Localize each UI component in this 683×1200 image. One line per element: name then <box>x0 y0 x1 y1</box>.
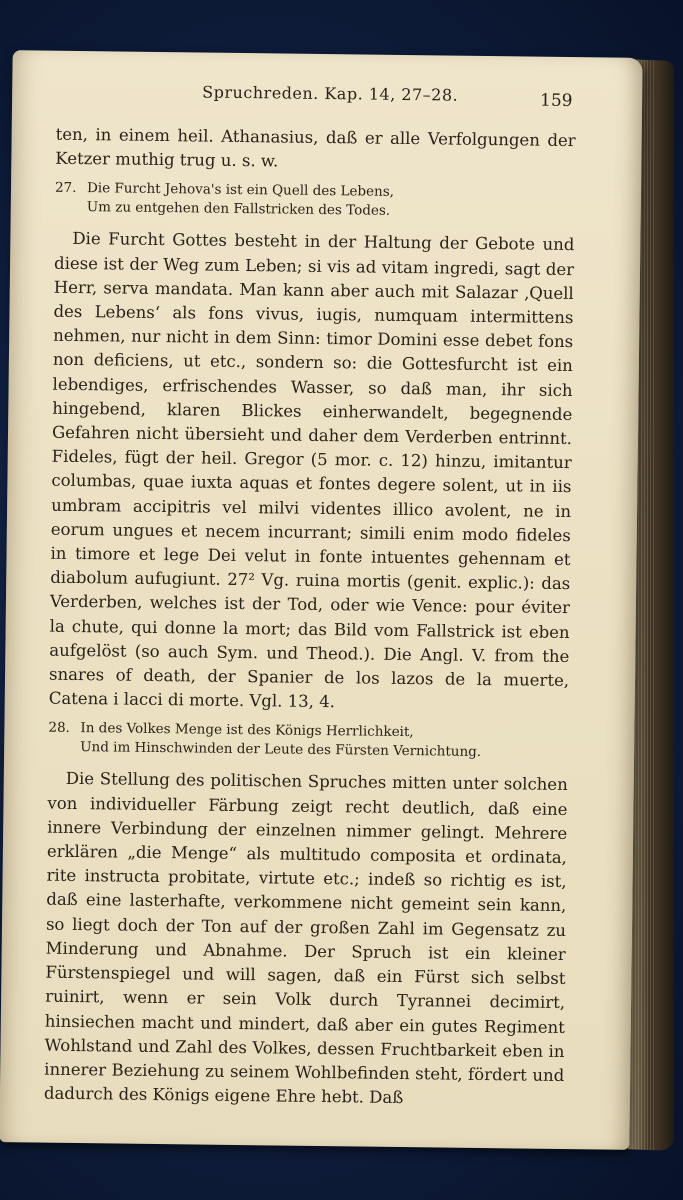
paragraph-continued: ten, in einem heil. Athanasius, daß er alle Verfolgungen der Ketzer muthig trug u. s. w. <box>55 124 576 171</box>
body-text <box>44 123 576 1113</box>
verse-number: 28. <box>48 720 70 737</box>
commentary-paragraph: Die Furcht Gottes besteht in der Haltung der Gebote und diese ist der Weg zum Leben; si vis ad vitam ingredi, sagt der Herr, serva mandata. Man kann aber auch mit Salazar ‚Quell des Lebens‘ als fons vivus, iugis, numquam intermittens nehmen, nur nicht in dem Sinn: timor Domini esse debet fons non deficiens, ut etc., sondern so: die Gottesfurcht ist ein lebendiges, erfrischendes Wasser, so daß man, ihr sich hingebend, klaren Blickes einherwandelt, begegnende Gefahren nicht übersieht und daher dem Verderben entrinnt. Fideles, fügt der heil. Gregor (5 mor. c. 12) hinzu, imitantur columbas, quae iuxta aquas et fontes degere solent, ut in iis umbram accipitris vel milvi videntes illico avolent, ne in eorum ungues et necem incurrant; simili enim modo fideles in timore et lege Dei velut in fonte intuentes gehennam et diabolum aufugiunt. 27² Vg. ruina mortis (genit. explic.): das Verderben, welches ist der Tod, oder wie Vence: pour éviter la chute, qui donne la mort; das Bild vom Fallstrick ist eben aufgelöst (so auch Sym. und Theod.). Die Angl. V. from the snares of death, der Spanier de los lazos de la muerte, Catena i lacci di morte. Vgl. 13, 4. <box>48 229 575 712</box>
verse-27 <box>55 179 575 223</box>
verse-line: Um zu entgehen den Fallstricken des Todes. <box>86 199 391 220</box>
verse-line: In des Volkes Menge ist des Königs Herrlichkeit, <box>80 720 414 741</box>
running-head: Spruchreden. Kap. 14, 27–28. <box>202 82 459 105</box>
verse-number: 27. <box>54 180 77 197</box>
verse-line: Die Furcht Jehova's ist ein Quell des Lebens, <box>86 180 395 201</box>
commentary-paragraph: Die Stellung des politischen Spruches mitten unter solchen von individueller Färbung zeigt recht deutlich, daß eine innere Verbindung der einzelnen nimmer gelingt. Mehrere erklären „die Menge“ als multitudo composita et ordinata, rite instructa probitate, virtute etc.; indeß so richtig es ist, daß eine lasterhafte, verkommene nicht gemeint sein kann, so liegt doch der Ton auf der großen Zahl im Gegensatz zu Minderung und Abnahme. Der Spruch ist ein kleiner Fürstenspiegel und will sagen, daß ein Fürst sich selbst ruinirt, wenn er sein Volk durch Tyrannei decimirt, hinsiechen macht und mindert, daß aber ein gutes Regiment Wohlstand und Zahl des Volkes, dessen Fruchtbarkeit eben in innerer Beziehung zu seinem Wohlbefinden steht, fördert und dadurch des Königs eigene Ehre hebt. Daß <box>43 769 568 1108</box>
verse-line: Und im Hinschwinden der Leute des Fürsten Vernichtung. <box>80 739 482 761</box>
verse-28 <box>48 719 568 763</box>
page-number: 159 <box>539 90 573 112</box>
book-page <box>0 50 643 1150</box>
